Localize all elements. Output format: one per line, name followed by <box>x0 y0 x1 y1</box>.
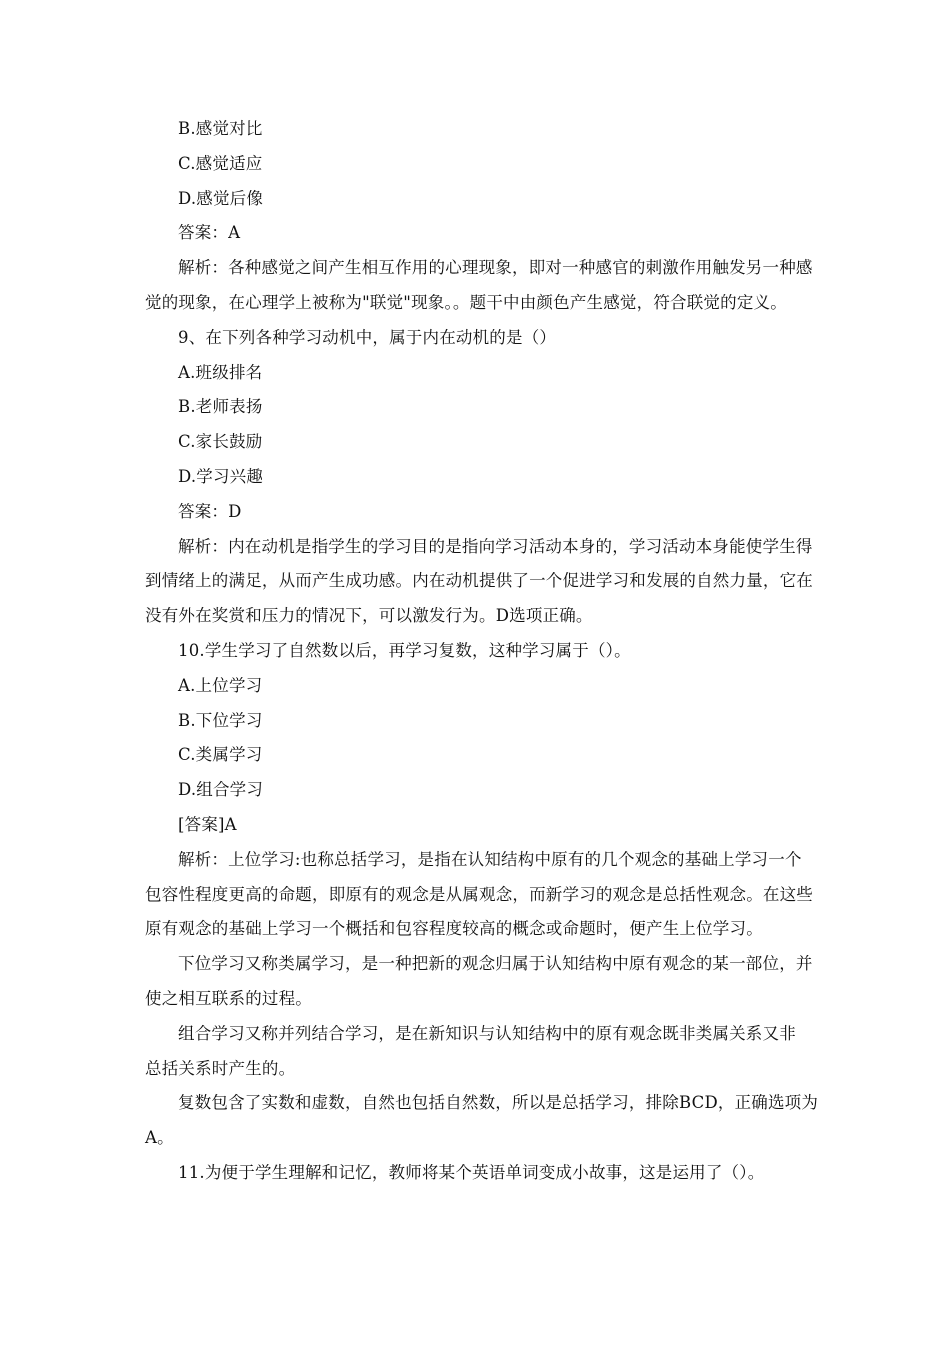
q9-option-a: A.班级排名 <box>178 362 263 382</box>
analysis-q8 <box>145 251 813 321</box>
q9-option-c: C.家长鼓励 <box>178 432 263 452</box>
analysis-q8-line-1: 解析：各种感觉之间产生相互作用的心理现象，即对一种感官的刺激作用触发另一种感 <box>178 258 813 278</box>
complex-numbers-line-1: 复数包含了实数和虚数，自然也包括自然数，所以是总括学习，排除BCD，正确选项为 <box>178 1093 819 1113</box>
analysis-q10-line-2: 包容性程度更高的命题，即原有的观念是从属观念，而新学习的观念是总括性观念。在这些 <box>145 884 813 904</box>
paragraph-combinatorial-learning <box>145 1017 810 1087</box>
q10-option-a: A.上位学习 <box>178 675 263 695</box>
analysis-q9-line-1: 解析：内在动机是指学生的学习目的是指向学习活动本身的，学习活动本身能使学生得 <box>178 536 813 556</box>
document-content <box>145 112 819 1191</box>
option-b-sensory-contrast: B.感觉对比 <box>178 119 263 138</box>
answer-q10: [答案]A <box>178 814 237 834</box>
q10-option-d: D.组合学习 <box>178 780 264 800</box>
paragraph-subordinate-learning <box>145 947 813 1017</box>
analysis-q9 <box>145 530 813 634</box>
q10-option-b: B.下位学习 <box>178 710 263 730</box>
subordinate-learning-line-1: 下位学习又称类属学习，是一种把新的观念归属于认知结构中原有观念的某一部位，并 <box>178 954 813 974</box>
paragraph-complex-numbers <box>145 1086 819 1156</box>
q10-option-c: C.类属学习 <box>178 745 263 765</box>
subordinate-learning-line-2: 使之相互联系的过程。 <box>145 988 312 1008</box>
question-9: 9、在下列各种学习动机中，属于内在动机的是（） <box>178 327 557 347</box>
analysis-q9-line-2: 到情绪上的满足，从而产生成功感。内在动机提供了一个促进学习和发展的自然力量，它在 <box>145 571 813 591</box>
answer-q8: 答案：A <box>178 223 241 243</box>
option-c-sensory-adaptation: C.感觉适应 <box>178 153 263 173</box>
combinatorial-learning-line-1: 组合学习又称并列结合学习，是在新知识与认知结构中的原有观念既非类属关系又非 <box>178 1023 796 1043</box>
question-10: 10.学生学习了自然数以后，再学习复数，这种学习属于（）。 <box>178 640 631 660</box>
analysis-q9-line-3: 没有外在奖赏和压力的情况下，可以激发行为。D选项正确。 <box>145 606 593 626</box>
complex-numbers-line-2: A。 <box>145 1128 174 1148</box>
analysis-q8-line-2: 觉的现象，在心理学上被称为"联觉"现象。。题干中由颜色产生感觉，符合联觉的定义。 <box>145 292 787 312</box>
combinatorial-learning-line-2: 总括关系时产生的。 <box>145 1058 296 1078</box>
question-11: 11.为便于学生理解和记忆，教师将某个英语单词变成小故事，这是运用了（）。 <box>178 1162 765 1182</box>
analysis-q10-line-1: 解析：上位学习:也称总括学习，是指在认知结构中原有的几个观念的基础上学习一个 <box>178 849 802 869</box>
analysis-q10 <box>145 843 813 947</box>
q9-option-d: D.学习兴趣 <box>178 466 264 486</box>
answer-q9: 答案：D <box>178 501 242 521</box>
option-d-afterimage: D.感觉后像 <box>178 188 264 208</box>
analysis-q10-line-3: 原有观念的基础上学习一个概括和包容程度较高的概念或命题时，便产生上位学习。 <box>145 919 763 939</box>
q9-option-b: B.老师表扬 <box>178 397 263 417</box>
